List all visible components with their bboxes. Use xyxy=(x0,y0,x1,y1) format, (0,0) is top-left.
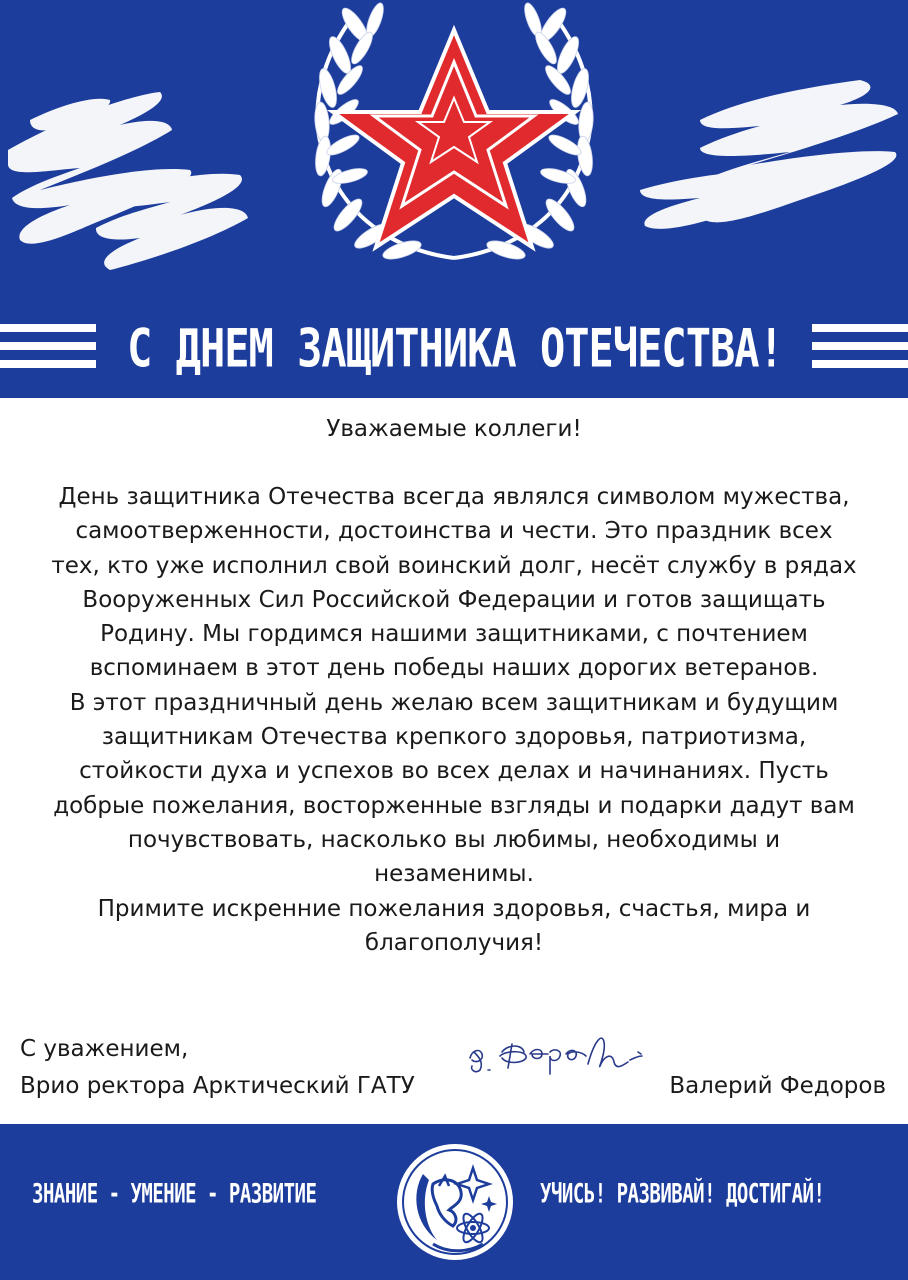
letter-closing: С уважением, xyxy=(20,1036,189,1062)
letter-line: почувствовать, насколько вы любимы, необходимы и xyxy=(127,826,781,853)
motto-right: УЧИСЬ! РАЗВИВАЙ! ДОСТИГАЙ! xyxy=(540,1178,825,1210)
letter-line: тех, кто уже исполнил свой воинский долг, несёт службу в рядах xyxy=(51,552,857,579)
signature-text: в. Федоров xyxy=(462,1022,468,1023)
motto-left: ЗНАНИЕ - УМЕНИЕ - РАЗВИТИЕ xyxy=(32,1178,317,1210)
letter-line: вспоминаем в этот день победы наших дорогих ветеранов. xyxy=(89,655,819,682)
footer-banner xyxy=(0,1124,908,1280)
signer-name: Валерий Федоров xyxy=(669,1073,886,1099)
header-banner xyxy=(0,0,908,398)
title-block xyxy=(0,312,908,384)
letter-line: Родину. Мы гордимся нашими защитниками, с почтением xyxy=(100,621,808,648)
letter-text xyxy=(22,480,886,960)
letter-line: благополучия! xyxy=(364,929,544,956)
letter-line: В этот праздничный день желаю всем защитникам и будущим xyxy=(69,689,839,716)
letter-line: добрые пожелания, восторженные взгляды и подарки дадут вам xyxy=(53,792,855,819)
letter-line: Вооруженных Сил Российской Федерации и готов защищать xyxy=(82,586,826,613)
page-title: С ДНЕМ ЗАЩИТНИКА ОТЕЧЕСТВА! xyxy=(127,317,783,379)
letter-line: защитникам Отечества крепкого здоровья, патриотизма, xyxy=(101,724,807,751)
letter-line: самоотверженности, достоинства и чести. Это праздник всех xyxy=(75,518,833,545)
brush-stroke-right xyxy=(640,80,898,229)
letter-line: День защитника Отечества всегда являлся символом мужества, xyxy=(58,484,850,510)
letter-greeting: Уважаемые коллеги! xyxy=(326,416,582,442)
handwritten-signature xyxy=(462,1022,662,1092)
brush-stroke-left xyxy=(8,92,248,270)
red-star-icon xyxy=(333,30,575,247)
signer-position: Врио ректора Арктический ГАТУ xyxy=(20,1073,415,1099)
letter-line: стойкости духа и успехов во всех делах и начинаниях. Пусть xyxy=(79,758,829,785)
letter-line: Примите искренние пожелания здоровья, счастья, мира и xyxy=(97,895,811,922)
letter-line: незаменимы. xyxy=(374,861,534,888)
university-logo-icon xyxy=(393,1140,517,1264)
